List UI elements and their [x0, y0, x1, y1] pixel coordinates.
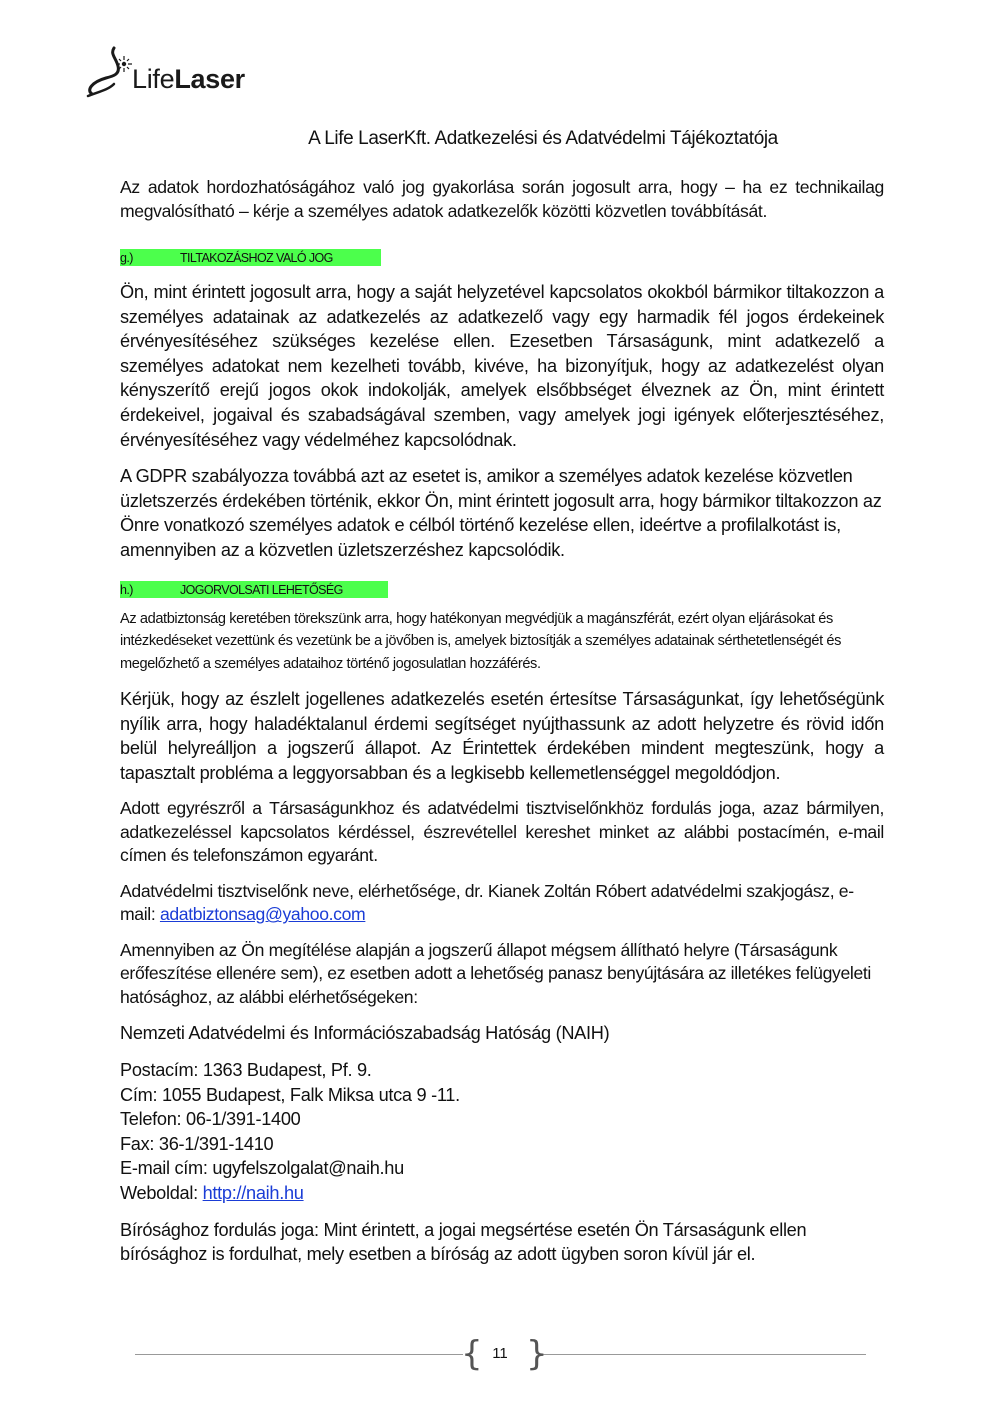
authority-web-link[interactable]: http://naih.hu [202, 1182, 304, 1203]
page-number: 11 [492, 1345, 508, 1362]
footer-right-bracket: } [526, 1334, 548, 1374]
dpo-email-link[interactable]: adatbiztonsag@yahoo.com [159, 904, 366, 925]
logo-mark-icon [84, 46, 134, 102]
page-title: A Life LaserKft. Adatkezelési és Adatvédelmi Tájékoztatója [308, 128, 778, 149]
document-body [120, 176, 884, 1279]
authority-name: Nemzeti Adatvédelmi és Információszabadság Hatóság (NAIH) [120, 1023, 610, 1044]
authority-postal: Postacím: 1363 Budapest, Pf. 9. [120, 1060, 372, 1080]
footer-divider-left [135, 1354, 463, 1355]
section-number: g.) [120, 251, 133, 265]
data-security-paragraph: Az adatbiztonság keretében törekszünk arra, hogy hatékonyan megvédjük a magánszférát, ezért olyan eljárásokat és intézkedéseket vezettünk és vezetünk be a jövőben is, amelyek biztosítják a személyes adatainak sérthetetlenségét és megelőzhető a személyes adataihoz történő jogosulatlan hozzáférés. [120, 610, 842, 672]
authority-contact-block [120, 1058, 884, 1206]
portability-paragraph: Az adatok hordozhatóságához való jog gyakorlása során jogosult arra, hogy – ha ez technikailag megvalósítható – kérje a személyes adatok adatkezelők közötti közvetlen továbbítását. [120, 177, 884, 221]
authority-email: E-mail cím: ugyfelszolgalat@naih.hu [120, 1158, 404, 1179]
authority-paragraph: Amennyiben az Ön megítélése alapján a jogszerű állapot mégsem állítható helyre (Társaságunk erőfeszítése ellenére sem), ez esetben adott a lehetőség panasz benyújtására az illetékes felügyeleti hatósághoz, az alábbi elérhetőségeken: [120, 939, 871, 1007]
footer-left-bracket: { [461, 1334, 483, 1374]
section-number: h.) [120, 582, 133, 597]
authority-web-label: Weboldal: [120, 1182, 203, 1203]
section-heading-g [120, 249, 381, 266]
company-logo [84, 46, 284, 102]
logo-text-light: Life [132, 64, 175, 94]
authority-address: Cím: 1055 Budapest, Falk Miksa utca 9 -11. [120, 1084, 460, 1105]
authority-phone: Telefon: 06-1/391-1400 [120, 1109, 301, 1130]
court-paragraph: Bírósághoz fordulás joga: Mint érintett, a jogai megsértése esetén Ön Társaságunk ellen bírósághoz is fordulhat, mely esetben a bíróság az adott ügyben soron kívül jár el. [120, 1219, 807, 1265]
authority-fax: Fax: 36-1/391-1410 [120, 1133, 274, 1154]
objection-paragraph-2: A GDPR szabályozza továbbá azt az esetet is, amikor a személyes adatok kezelése közvetlen üzletszerzés érdekében történik, ekkor Ön, mint érintett jogosult arra, hogy bármikor tiltakozzon az Önre vonatkozó személyes adatok e célból történő kezelése ellen, ideértve a profilalkotást is, amennyiben az a közvetlen üzletszerzéshez kapcsolódik. [120, 466, 882, 560]
dpo-paragraph [120, 880, 884, 927]
logo-wordmark [132, 64, 245, 95]
contact-paragraph: Adott egyrészről a Társaságunkhoz és adatvédelmi tisztviselőnkhöz fordulás joga, azaz bármilyen, adatkezeléssel kapcsolatos kérdéssel, észrevétellel kereshet minket az alábbi postacímén, e-mail címen és telefonszámon egyaránt. [120, 798, 884, 866]
section-heading-h [120, 581, 388, 598]
section-title: JOGORVOLSATI LEHETŐSÉG [180, 582, 343, 597]
section-title: TILTAKOZÁSHOZ VALÓ JOG [180, 251, 333, 265]
footer-divider-right [538, 1354, 866, 1355]
notification-paragraph: Kérjük, hogy az észlelt jogellenes adatkezelés esetén értesítse Társaságunkat, így lehetőségünk nyílik arra, hogy haladéktalanul érdemi segítséget nyújthassunk az adott helyzetre és rövid időn belül helyreálljon a jogszerű állapot. Az Érintettek érdekében mindent megteszünk, hogy a tapasztalt probléma a leggyorsabban és a legkisebb kellemetlenséggel megoldódjon. [120, 689, 884, 783]
logo-text-bold: Laser [174, 64, 245, 94]
objection-paragraph-1: Ön, mint érintett jogosult arra, hogy a saját helyzetével kapcsolatos okokból bármikor tiltakozzon a személyes adatainak az adatkezelés az adatkezelő vagy egy harmadik fél jogos érdekeinek érvényesítéséhez szükséges kezelése ellen. Ezesetben Társaságunk, mint adatkezelő a személyes adatokat nem kezelheti tovább, kivéve, ha bizonyítjuk, hogy az adatkezelést olyan kényszerítő erejű jogos okok indokolják, amelyek elsőbbséget élveznek az Ön, mint érintett érdekeivel, jogaival és szabadságával szemben, vagy amelyek jogi igények előterjesztéséhez, érvényesítéséhez vagy védelméhez kapcsolódnak. [120, 282, 884, 450]
dpo-text: Adatvédelmi tisztviselőnk neve, elérhetősége, dr. Kianek Zoltán Róbert adatvédelmi szakjogász, e-mail: [120, 880, 854, 925]
